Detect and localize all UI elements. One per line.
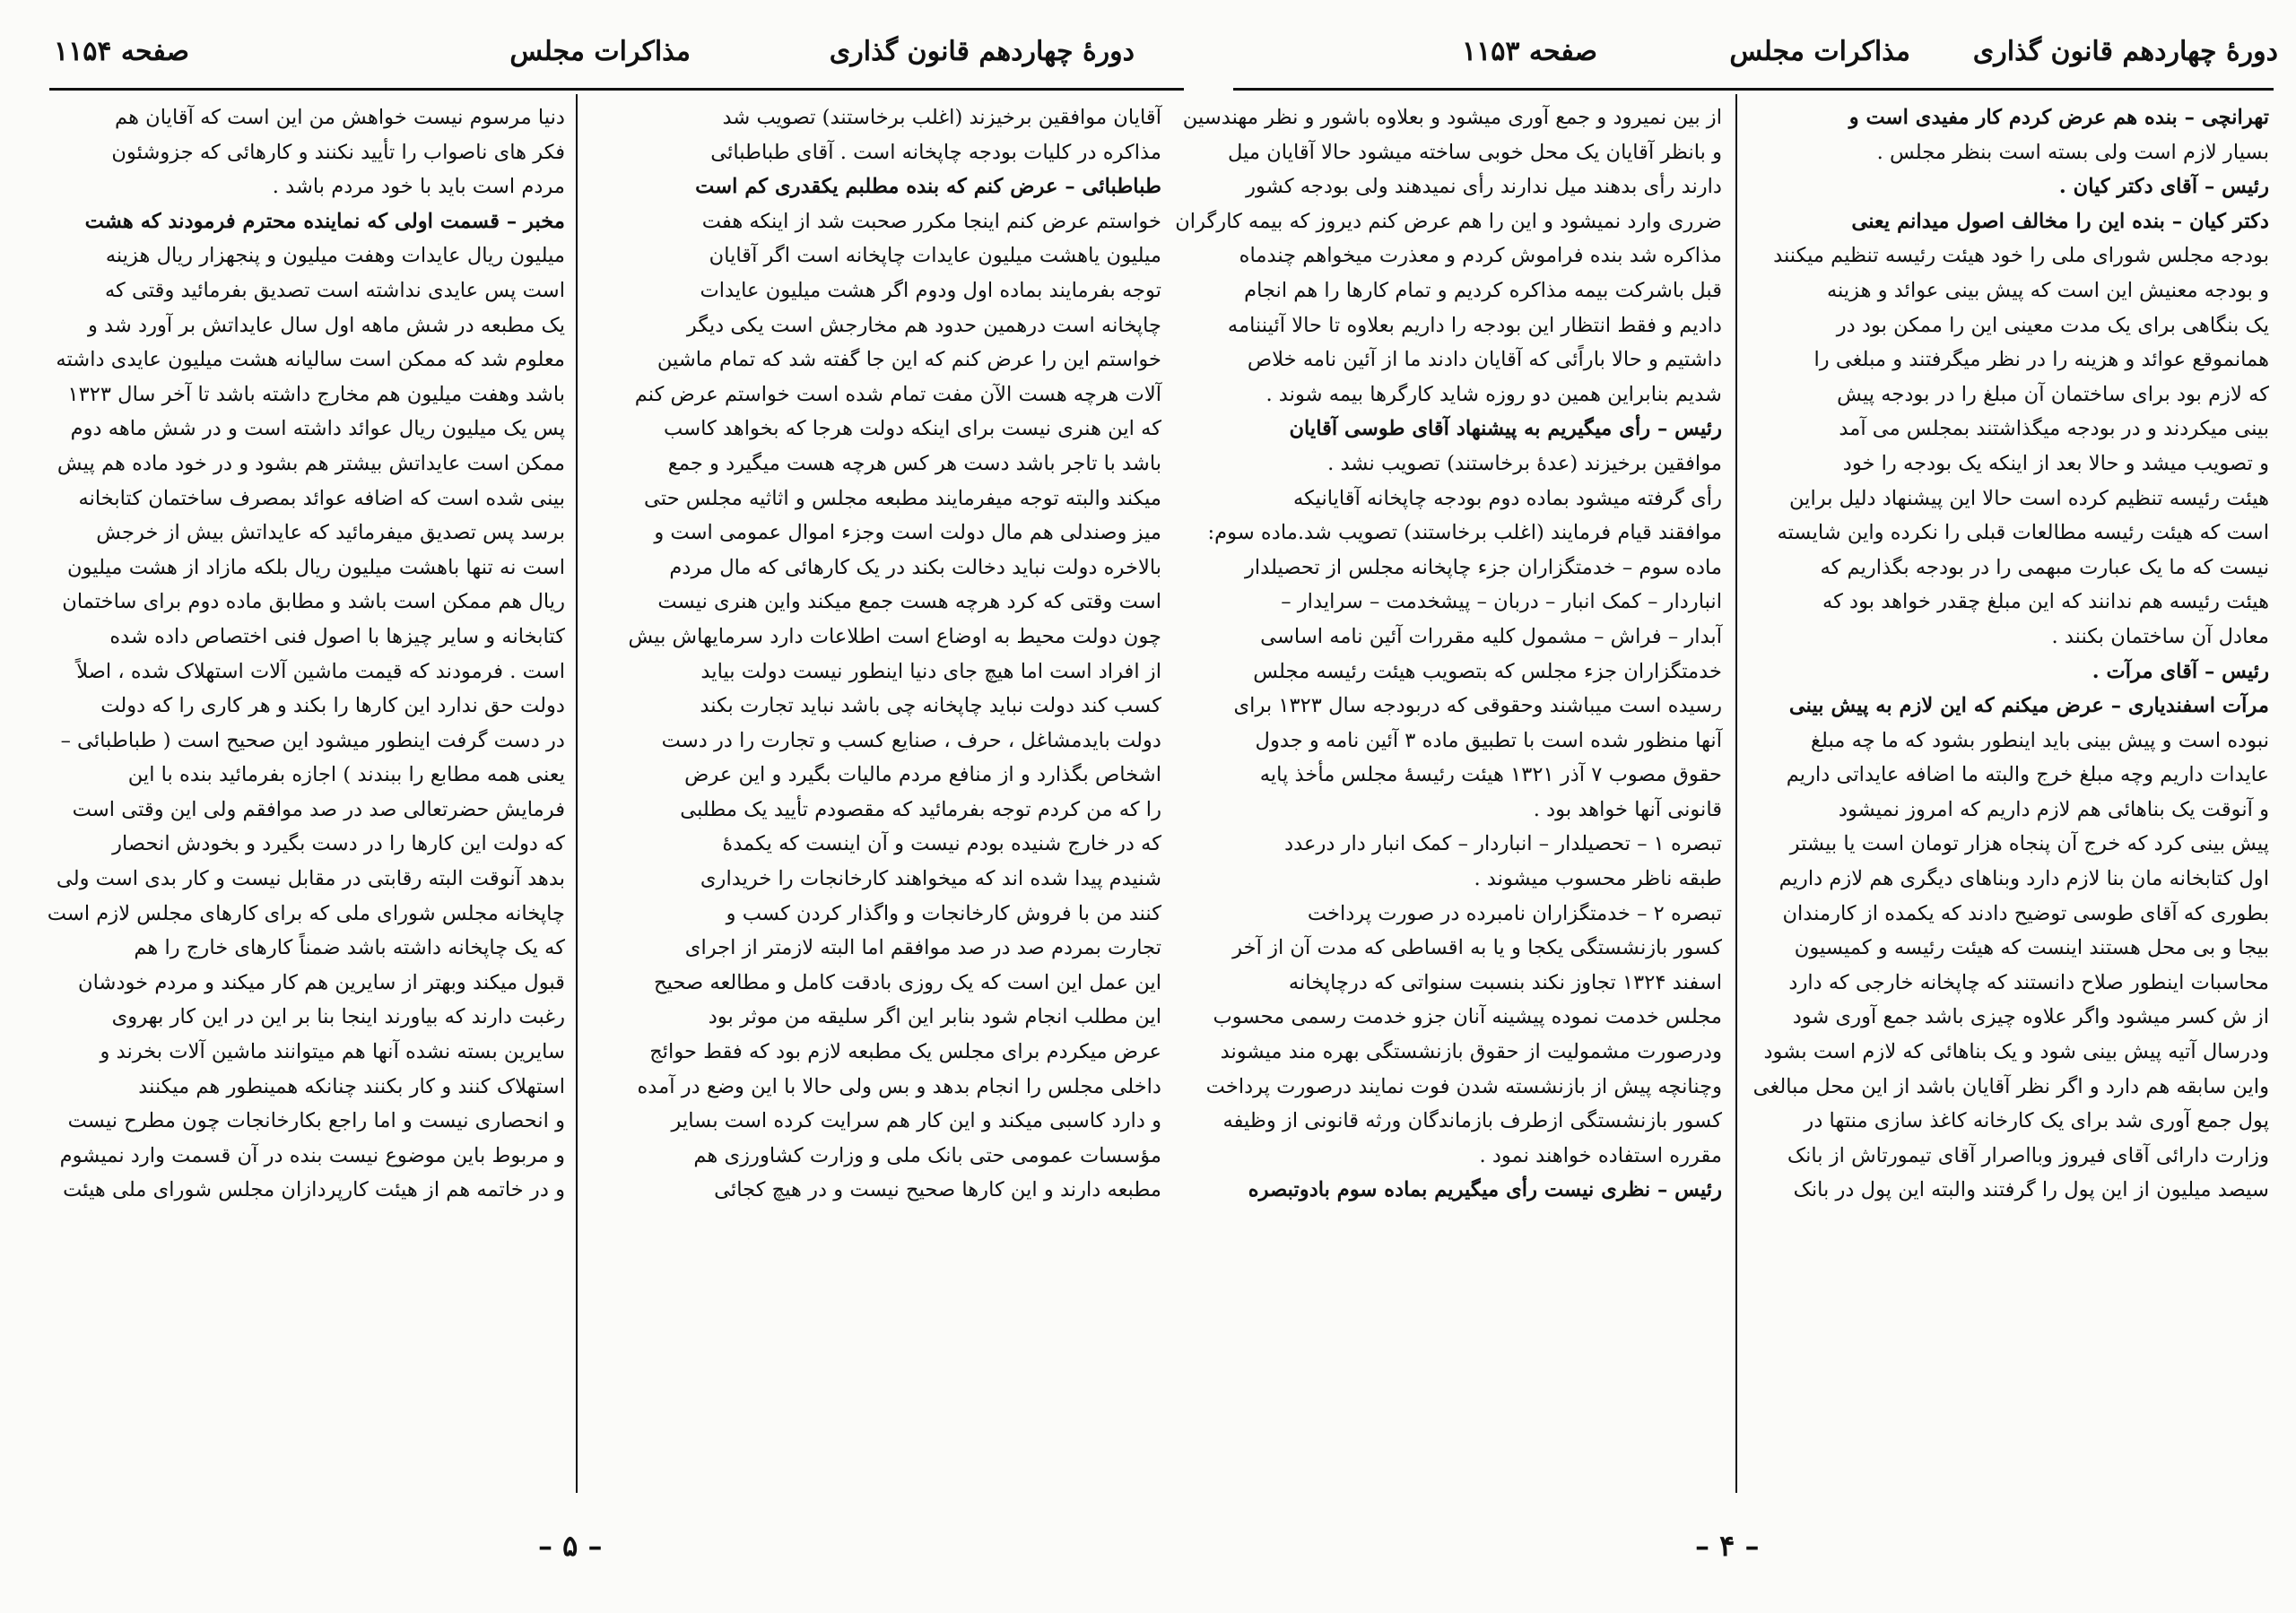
text-line: پس یک میلیون ریال عوائد داشته است و در شش ماهه دوم [70,417,565,441]
text-line: پول جمع آوری شد برای یک کارخانه کاغذ سازی منتها در [1804,1109,2269,1133]
text-line: بالاخره دولت نباید دخالت بکند در یک کارهائی که مال مردم [669,555,1161,579]
text-line: تجارت بمردم صد در صد موافقم اما البته لازمتر از اجرای [684,936,1161,960]
text-line: وچنانچه پیش از بازنشسته شدن فوت نمایند درصورت پرداخت [1205,1074,1722,1098]
text-line: هیئت رئیسه تنظیم کرده است حالا این پیشنهاد دلیل براین [1788,486,2269,510]
text-line: بسیار لازم است ولی بسته است بنظر مجلس . [1876,140,2269,164]
text-line: خواستم عرض کنم اینجا مکرر صحبت شد از اینکه هفت [701,209,1161,233]
text-line: را که من کردم توجه بفرمائید که مقصودم تأیید یک مطلبی [680,797,1161,821]
text-line: میلیون ریال عایدات وهفت میلیون و پنجهزار ریال هزینه [105,244,565,268]
column-divider [576,94,578,1493]
page-1153 [1175,0,2296,1613]
text-line: هیئت رئیسه هم ندانند که این مبلغ چقدر خواهد بود که [1822,590,2269,614]
text-line: فکر های ناصواب را تأیید نکنند و کارهائی که جزوشئون [111,140,565,164]
text-line: بینی شده است که اضافه عوائد بمصرف ساختمان کتابخانه [78,486,565,510]
text-line: و انحصاری نیست و اما راجع بکارخانجات چون مطرح نیست [67,1109,565,1133]
text-line: خدمتگزاران جزء مجلس که بتصویب هیئت رئیسه مجلس [1253,659,1722,683]
column-left [49,100,565,1208]
text-line: موافقند قیام فرمایند (اغلب برخاستند) تصویب شد.ماده سوم: [1207,521,1722,545]
text-line: داشتیم و حالا باراًئی که آقایان دادند ما از آئین نامه خلاص [1247,348,1722,372]
text-line: خواستم این را عرض کنم که این جا گفته شد که تمام ماشین [657,348,1161,372]
header-page-label: صفحه ۱۱۵۳ [1462,36,1597,67]
text-line: مؤسسات عمومی حتی بانک ملی و وزارت کشاورزی هم [693,1143,1161,1167]
text-line: محاسبات اینطور صلاح دانستند که چاپخانه خارجی که دارد [1788,970,2269,994]
text-line: اسفند ۱۳۲۴ تجاوز نکند بنسبت سنواتی که درچاپخانه [1288,970,1722,994]
text-line: دارند رأی بدهند میل ندارند رأی نمیدهند ولی بودجه کشور [1246,175,1722,199]
text-line: آبدار – فراش – مشمول کلیه مقررات آئین نامه اساسی [1260,624,1722,648]
text-line: رئیس – آقای مرآت . [2092,659,2269,683]
text-line: و بانظر آقایان یک محل خوبی ساخته میشود حالا آقایان میل [1228,140,1722,164]
text-line: است . فرمودند که قیمت ماشین آلات استهلاک شده ، اصلاً [76,659,565,683]
page-header [1202,36,2278,90]
text-line: میز وصندلی هم مال دولت است وجزء اموال عمومی است و [654,521,1161,545]
text-line: و دارد کاسبی میکند و این کار هم سرایت کرده است بسایر [671,1109,1161,1133]
text-line: بینی میکردند و در بودجه میگذاشتند بمجلس می آمد [1839,417,2269,441]
text-line: یک مطبعه در شش ماهه اول سال عایداتش بر آورد شد و [87,313,565,337]
text-line: برسد پس تصدیق میفرمائید که عایداتش بیش از خرجش [96,521,565,545]
text-line: است که هیئت رئیسه مطالعات قبلی را نکرده واین شایسته [1777,521,2269,545]
text-line: کسور بازنشستگی ازطرف بازماندگان ورثه قانونی از وظیفه [1222,1109,1722,1133]
column-right [587,100,1161,1208]
text-line: یک بنگاهی برای یک مدت معینی این را ممکن بود در [1836,313,2269,337]
text-line: عرض میکردم برای مجلس یک مطبعه لازم بود که فقط حوائج [649,1040,1161,1064]
header-title: مذاکرات مجلس [1729,36,1910,67]
text-line: آلات هرچه هست الآن مفت تمام شده است خواستم عرض کنم [634,382,1161,406]
text-line: بدهد آنوقت البته رقابتی در مقابل نیست و کار بدی است ولی [56,867,565,891]
text-line: چون دولت محیط به اوضاع است اطلاعات دارد سرمایهاش بیش [628,624,1161,648]
text-line: دولت حق ندارد این کارها را بکند و هر کاری را که دولت [100,694,565,718]
column-divider [1735,94,1737,1493]
text-line: طباطبائی – عرض کنم که بنده مطلبم یکقدری کم است [695,175,1161,199]
header-title: مذاکرات مجلس [509,36,691,67]
text-line: این عمل این است که یک روزی بادقت کامل و مطالعه صحیح [654,970,1161,994]
text-line: ریال هم ممکن است باشد و مطابق ماده دوم برای ساختمان [62,590,565,614]
column-right [1749,100,2269,1208]
text-line: انباردار – کمک انبار – دربان – پیشخدمت – سرایدار – [1281,590,1722,614]
text-line: میکند والبته توجه میفرمایند مطبعه مجلس و اثاثیه مجلس حتی [644,486,1161,510]
text-line: رئیس – نظری نیست رأی میگیریم بماده سوم بادوتبصره [1248,1178,1722,1202]
text-line: ضرری وارد نمیشود و این را هم عرض کنم دیروز که بیمه کارگران [1175,209,1722,233]
text-line: اشخاص بگذارد و از منافع مردم مالیات بگیرد و این عرض [684,763,1161,787]
text-line: میلیون یاهشت میلیون عایدات چاپخانه است اگر آقایان [709,244,1161,268]
text-line: و بودجه معنیش این است که پیش بینی عوائد و هزینه [1826,278,2269,302]
header-page-label: صفحه ۱۱۵۴ [54,36,189,67]
text-line: دولت بایدمشاغل ، حرف ، صنایع کسب و تجارت را در دست [661,728,1161,752]
text-line: وزارت دارائی آقای فیروز وبااصرار آقای تیمورتاش از بانک [1787,1143,2269,1167]
text-line: مردم است باید با خود مردم باشد . [272,175,565,199]
text-line: رأی گرفته میشود بماده دوم بودجه چاپخانه آقایانیکه [1293,486,1722,510]
text-line: مذاکره شد بنده فراموش کردم و معذرت میخواهم چندماه [1239,244,1722,268]
text-line: معادل آن ساختمان بکنند . [2051,624,2269,648]
text-line: که یک چاپخانه داشته باشد ضمناً کارهای خارج را هم [134,936,565,960]
text-line: مطبعه دارند و این کارها صحیح نیست و در هیچ کجائی [714,1178,1161,1202]
text-line: قبول میکند وبهتر از سایرین هم کار میکند و مردم خودشان [78,970,565,994]
text-line: دنیا مرسوم نیست خواهش من این است که آقایان هم [115,106,565,129]
text-line: شنیدم پیدا شده اند که میخواهند کارخانجات را خریداری [700,867,1161,891]
text-line: چاپخانه مجلس شورای ملی که برای کارهای مجلس لازم است [47,901,565,925]
text-line: و مربوط باین موضوع نیست بنده در آن قسمت وارد نمیشوم [59,1143,565,1167]
text-line: ودرسال آتیه پیش بینی شود و یک بناهائی که لازم است بشود [1763,1040,2269,1064]
text-line: از بین نمیرود و جمع آوری میشود و بعلاوه باشور و نظر مهندسین [1182,106,1722,129]
header-rule [49,88,1184,91]
text-line: نیست که ما یک عبارت مبهمی را در بودجه بگذاریم که [1820,555,2269,579]
text-line: طبقه ناظر محسوب میشوند . [1474,867,1722,891]
text-line: شدیم بنابراین همین دو روزه شاید کارگرها بیمه شوند . [1265,382,1722,406]
text-line: قانونی آنها خواهد بود . [1533,797,1722,821]
text-line: از افراد است اما هیچ جای دنیا اینطور نیست دولت بیاید [700,659,1161,683]
text-line: قبل باشرکت بیمه مذاکره کردیم و تمام کارها را هم انجام [1244,278,1722,302]
text-line: تهرانچی – بنده هم عرض کردم کار مفیدی است و [1848,106,2269,129]
text-line: این مطلب انجام شود بنابر این اگر سلیقه من موثر بود [708,1005,1161,1029]
page-number: – ۴ – [1695,1529,1760,1563]
text-line: مخبر – قسمت اولی که نماینده محترم فرمودند که هشت [84,209,565,233]
text-line: و تصویب میشد و حالا بعد از اینکه یک بودجه را خود [1842,451,2269,475]
text-line: است وقتی که کرد هرچه هست جمع میکند واین هنری نیست [657,590,1161,614]
text-line: بطوری که آقای طوسی توضیح دادند که یکمده از کارمندان [1782,901,2269,925]
text-line: فرمایش حضرتعالی صد در صد موافقم ولی این وقتی است [72,797,565,821]
text-line: که دولت این کارها را در دست بگیرد و بخودش انحصار [112,832,565,856]
text-line: و در خاتمه هم از هیئت کارپردازان مجلس شورای ملی هیئت [63,1178,565,1202]
text-line: موافقین برخیزند (عدهٔ برخاستند) تصویب نشد . [1327,451,1722,475]
text-line: چاپخانه است درهمین حدود هم مخارجش است یکی دیگر [686,313,1161,337]
text-line: کسب کند دولت نباید چاپخانه چی باشد نباید تجارت بکند [700,694,1161,718]
text-line: کنند من با فروش کارخانجات و واگذار کردن کسب و [726,901,1161,925]
text-line: رئیس – رأی میگیریم به پیشنهاد آقای طوسی آقایان [1289,417,1722,441]
text-line: تبصره ۱ – تحصیلدار – انباردار – کمک انبار دار درعدد [1284,832,1722,856]
text-line: و آنوقت یک بناهائی هم لازم داریم که امروز نمیشود [1838,797,2269,821]
text-line: توجه بفرمایند بماده اول ودوم اگر هشت میلیون عایدات [700,278,1161,302]
text-line: داخلی مجلس را انجام بدهد و بس ولی حالا با این وضع در آمده [637,1074,1161,1098]
text-line: مذاکره در کلیات بودجه چاپخانه است . آقای طباطبائی [710,140,1161,164]
text-line: سیصد میلیون از این پول را گرفتند والبته این پول در بانک [1793,1178,2269,1202]
text-line: رغبت دارند که بیاورند اینجا بنا بر این در این کار بهروی [111,1005,565,1029]
text-line: رسیده است میباشند وحقوقی که دربودجه سال ۱۳۲۳ برای [1233,694,1722,718]
text-line: دکتر کیان – بنده این را مخالف اصول میدانم یعنی [1851,209,2269,233]
text-line: باشد با تاجر باشد دست هر کس هرچه هست میگیرد و جمع [667,451,1161,475]
text-line: معلوم شد که ممکن است سالیانه هشت میلیون عایدی داشته [56,348,565,372]
text-line: بیجا و بی محل هستند اینست که هیئت رئیسه و کمیسیون [1794,936,2269,960]
text-line: دادیم و فقط انتظار این بودجه را داریم بعلاوه تا حالا آئیننامه [1227,313,1722,337]
text-line: اول کتابخانه مان بنا لازم دارد وبناهای دیگری هم لازم داریم [1779,867,2269,891]
text-line: که این هنری نیست برای اینکه دولت هرجا که بخواهد کاسب [664,417,1161,441]
header-rule [1233,88,2274,91]
text-line: کسور بازنشستگی یکجا و یا به اقساطی که مدت آن از آخر [1232,936,1722,960]
text-line: واین سابقه هم دارد و اگر نظر آقایان باشد از این محل مبالغی [1752,1074,2269,1098]
page-header [36,36,1184,90]
text-line: نبوده است و پیش بینی باید اینطور بشود که ما چه مبلغ [1810,728,2269,752]
text-line: است نه تنها باهشت میلیون ریال بلکه مازاد از هشت میلیون [67,555,565,579]
text-line: تبصره ۲ – خدمتگزاران نامبرده در صورت پرداخت [1307,901,1722,925]
text-line: حقوق مصوب ۷ آذر ۱۳۲۱ هیئت رئیسهٔ مجلس مأخذ پایه [1259,763,1722,787]
text-line: که لازم بود برای ساختمان آن مبلغ را در بودجه پیش [1837,382,2269,406]
page-number: – ۵ – [538,1529,603,1563]
text-line: آقایان موافقین برخیزند (اغلب برخاستند) تصویب شد [722,106,1161,129]
text-line: آنها منظور شده است با تطبیق ماده ۳ آئین نامه و جدول [1255,728,1722,752]
text-line: از ش کسر میشود واگر علاوه چیزی باشد جمع آوری شود [1792,1005,2269,1029]
text-line: کتابخانه و سایر چیزها با اصول فنی اختصاص داده شده [109,624,565,648]
text-line: ممکن است عایداتش بیشتر هم بشود و در خود ماده هم پیش [57,451,565,475]
text-line: مرآت اسفندیاری – عرض میکنم که این لازم به پیش بینی [1788,694,2269,718]
column-left [1175,100,1722,1208]
text-line: یعنی همه مطابع را ببندند ) اجازه بفرمائید بنده با این [127,763,565,787]
text-line: عایدات داریم وچه مبلغ خرج والبته ما اضافه عایداتی داریم [1786,763,2269,787]
text-line: سایرین بسته نشده آنها هم میتوانند ماشین آلات بخرند و [100,1040,565,1064]
text-line: مجلس خدمت نموده پیشینه آنان جزو خدمت رسمی محسوب [1213,1005,1722,1029]
text-line: بودجه مجلس شورای ملی را خود هیئت رئیسه تنظیم میکنند [1773,244,2269,268]
text-line: ماده سوم – خدمتگزاران جزء چاپخانه مجلس از تحصیلدار [1244,555,1722,579]
header-period: دورهٔ چهاردهم قانون گذاری [829,36,1135,67]
text-line: ودرصورت مشمولیت از حقوق بازنشستگی بهره مند میشوند [1220,1040,1722,1064]
text-line: استهلاک کنند و کار بکنند چنانکه همینطور هم میکنند [138,1074,565,1098]
text-line: پیش بینی کرد که خرج آن پنجاه هزار تومان است یا بیشتر [1789,832,2269,856]
text-line: همانموقع عوائد و هزینه را در نظر میگرفتند و مبلغی را [1813,348,2269,372]
text-line: است پس عایدی نداشته است تصدیق بفرمائید وقتی که [104,278,565,302]
text-line: در دست گرفت اینطور میشود این صحیح است ( طباطبائی – [60,728,565,752]
text-line: که در خارج شنیده بودم نیست و آن اینست که یکمدهٔ [722,832,1161,856]
text-line: باشد وهفت میلیون هم مخارج داشته باشد تا آخر سال ۱۳۲۳ [67,382,565,406]
text-line: مقرره استفاده خواهند نمود . [1479,1143,1722,1167]
header-period: دورهٔ چهاردهم قانون گذاری [1972,36,2278,67]
text-line: رئیس – آقای دکتر کیان . [2058,175,2269,199]
